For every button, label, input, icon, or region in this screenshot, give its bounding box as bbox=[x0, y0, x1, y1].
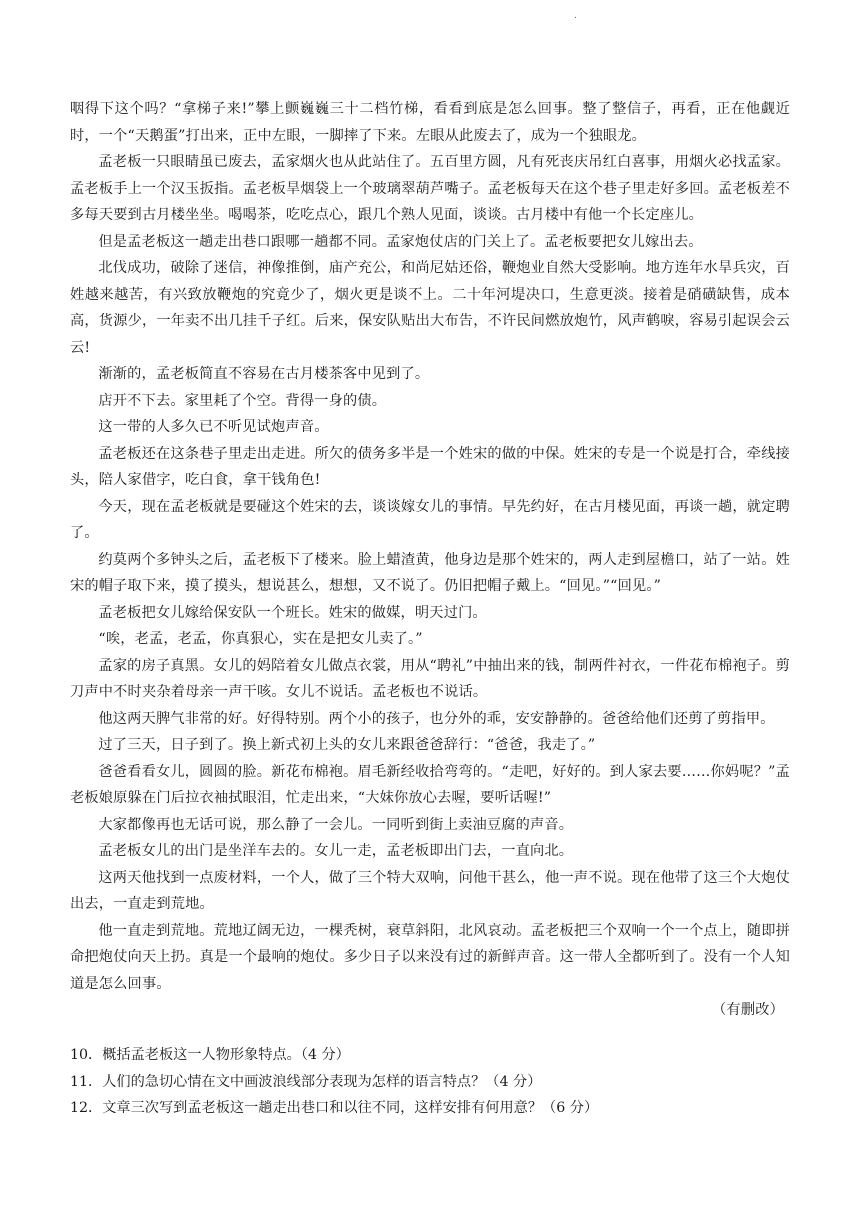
paragraph-1: 咽得下这个吗？“拿梯子来!”攀上颤巍巍三十二档竹梯，看看到底是怎么回事。整了整信子，再看，正在他觑近时，一个“天鹅蛋”打出来，正中左眼，一脚摔了下来。左眼从此废去了，成为一个独眼龙。 bbox=[70, 101, 790, 144]
paragraph-3: 但是孟老板这一趟走出巷口跟哪一趟都不同。孟家炮仗店的门关上了。孟老板要把女儿嫁出去。 bbox=[98, 233, 703, 250]
paragraph-9: 今天，现在孟老板就是要碰这个姓宋的去，谈谈嫁女儿的事情。早先约好，在古月楼见面，再谈一趟，就定聘了。 bbox=[70, 498, 790, 541]
paragraph-17: 大家都像再也无话可说，那么静了一会儿。一同听到街上卖油豆腐的声音。 bbox=[98, 816, 574, 833]
paragraph-18: 孟老板女儿的出门是坐洋车去的。女儿一走，孟老板即出门去，一直向北。 bbox=[98, 843, 574, 859]
paragraph-13: 孟家的房子真黑。女儿的妈陪着女儿做点衣裳，用从“聘礼”中抽出来的钱，制两件衬衣，一件花布棉袍子。剪刀声中不时夹杂着母亲一声干咳。女儿不说话。孟老板也不说话。 bbox=[70, 657, 790, 700]
paragraph-16: 爸爸看看女儿，圆圆的脸。新花布棉袍。眉毛新经收拾弯弯的。“走吧，好好的。到人家去要……你妈呢？”孟老板娘原躲在门后拉衣袖拭眼泪，忙走出来，“大妹你放心去喔，要听话喔!” bbox=[70, 763, 790, 806]
paragraph-11: 孟老板把女儿嫁给保安队一个班长。姓宋的做媒，明天过门。 bbox=[98, 604, 487, 621]
paragraph-19: 这两天他找到一点废材料，一个人，做了三个特大双响，问他干甚么，他一声不说。现在他带了这三个大炮仗出去，一直走到荒地。 bbox=[70, 869, 790, 912]
paragraph-4: 北伐成功，破除了迷信，神像推倒，庙产充公，和尚尼姑还俗，鞭炮业自然大受影响。地方连年水旱兵灾，百姓越来越苦，有兴致放鞭炮的究竟少了，烟火更是谈不上。二十年河堤决口，生意更淡。接着是硝磺缺售，成本高，货源少，一年卖不出几挂千子红。后来，保安队贴出大布告，不许民间燃放炮竹，风声鹤唳，容易引起误会云云! bbox=[70, 260, 790, 356]
article-body bbox=[70, 96, 790, 1024]
paragraph-5: 渐渐的，孟老板简直不容易在古月楼茶客中见到了。 bbox=[98, 366, 430, 382]
paragraph-20: 他一直走到荒地。荒地辽阔无边，一棵秃树，衰草斜阳，北风哀动。孟老板把三个双响一个一个点上，随即拼命把炮仗向天上扔。真是一个最响的炮仗。多少日子以来没有过的新鲜声音。这一带人全都听到了。没有一个人知道是怎么回事。 bbox=[70, 922, 790, 992]
source-note: （有删改） bbox=[712, 1002, 784, 1018]
paragraph-7: 这一带的人多久已不听见试炮声音。 bbox=[98, 419, 329, 435]
paragraph-10: 约莫两个多钟头之后，孟老板下了楼来。脸上蜡渣黄，他身边是那个姓宋的，两人走到屋檐口，站了一站。姓宋的帽子取下来，摸了摸头，想说甚么，想想，又不说了。仍旧把帽子戴上。“回见。”“回见。” bbox=[70, 551, 790, 594]
paragraph-14: 他这两天脾气非常的好。好得特别。两个小的孩子，也分外的乖，安安静静的。爸爸给他们还剪了剪指甲。 bbox=[98, 710, 775, 727]
question-list bbox=[70, 1042, 790, 1122]
paragraph-2: 孟老板一只眼睛虽已废去，孟家烟火也从此站住了。五百里方圆，凡有死丧庆吊红白喜事，用烟火必找孟家。孟老板手上一个汉玉扳指。孟老板旱烟袋上一个玻璃翠葫芦嘴子。孟老板每天在这个巷子里走好多回。孟老板差不多每天要到古月楼坐坐。喝喝茶，吃吃点心，跟几个熟人见面，谈谈。古月楼中有他一个长定座儿。 bbox=[70, 154, 790, 223]
question-10: 10．概括孟老板这一人物形象特点。（4 分） bbox=[70, 1047, 350, 1063]
paragraph-8: 孟老板还在这条巷子里走出走进。所欠的债务多半是一个姓宋的做的中保。姓宋的专是一个说是打合，牵线接头，陪人家借字，吃白食，拿干钱角色! bbox=[70, 445, 790, 488]
paragraph-6: 店开不下去。家里耗了个空。背得一身的债。 bbox=[98, 392, 387, 409]
paragraph-15: 过了三天，日子到了。换上新式初上头的女儿来跟爸爸辞行：“爸爸，我走了。” bbox=[98, 737, 596, 753]
question-11: 11．人们的急切心情在文中画波浪线部分表现为怎样的语言特点？（4 分） bbox=[70, 1073, 542, 1090]
page-header-mark: . bbox=[574, 10, 577, 21]
paragraph-12: “唉，老孟，老孟，你真狠心，实在是把女儿卖了。” bbox=[98, 631, 423, 647]
question-12: 12．文章三次写到孟老板这一趟走出巷口和以往不同，这样安排有何用意？（6 分） bbox=[70, 1100, 599, 1116]
